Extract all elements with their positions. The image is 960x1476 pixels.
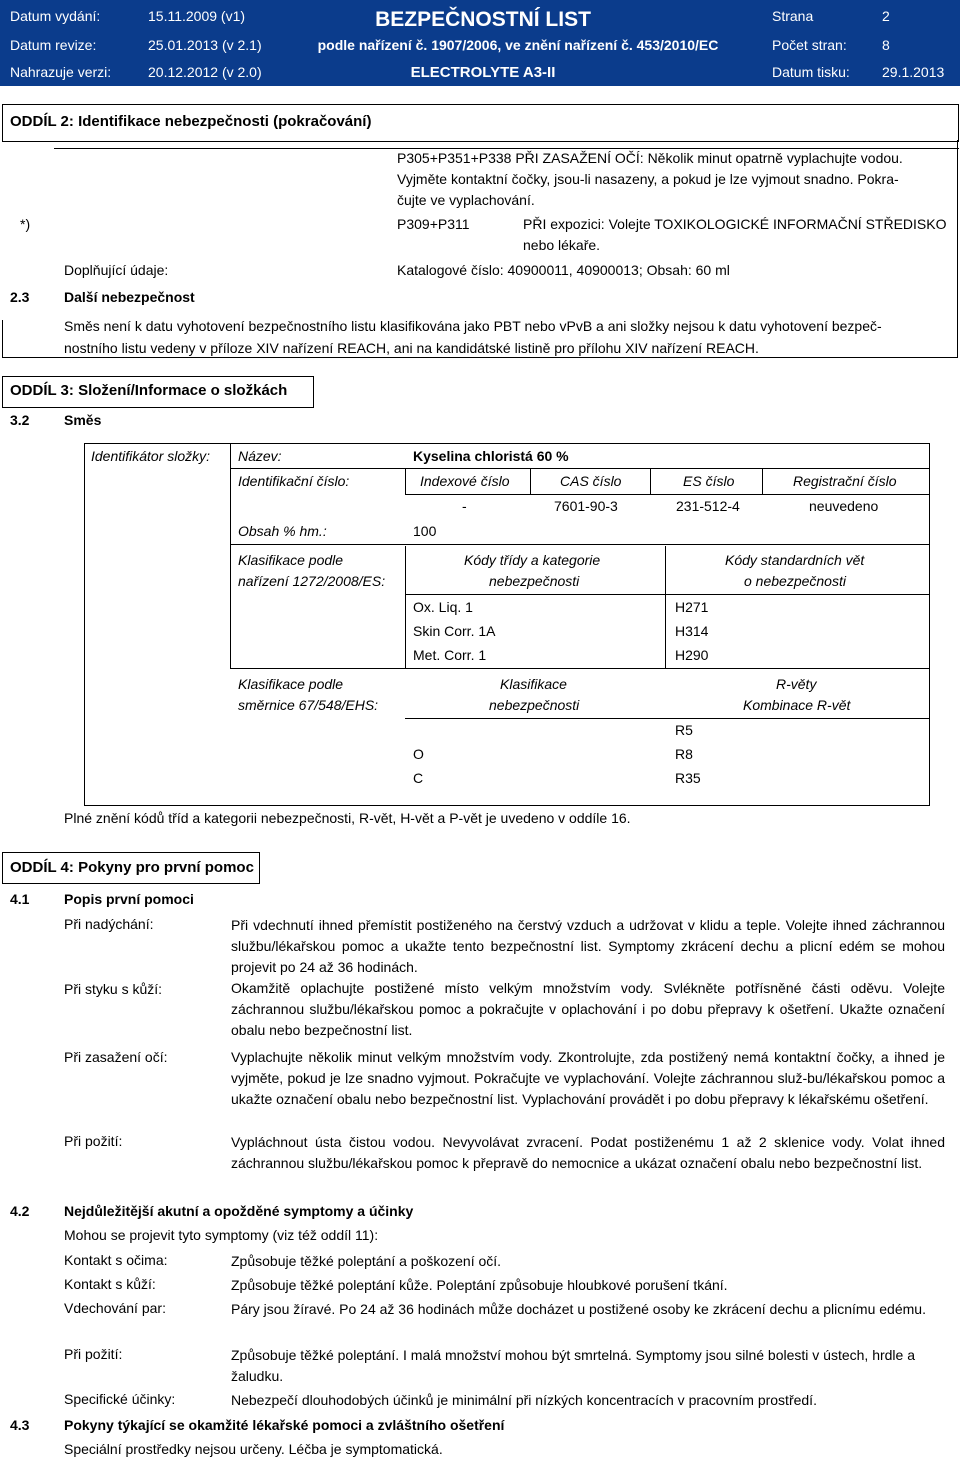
- revision-date-label: Datum revize:: [10, 37, 97, 53]
- component-name-label: Název:: [238, 448, 282, 464]
- section3-title: ODDÍL 3: Složení/Informace o složkách: [10, 382, 288, 399]
- clp-hazard-code: H314: [675, 623, 709, 639]
- p309-line1: PŘI expozici: Volejte TOXIKOLOGICKÉ INFORMAČNÍ STŘEDISKO: [523, 216, 947, 232]
- issue-date-value: 15.11.2009 (v1): [148, 8, 246, 24]
- clp-hazard-code: H290: [675, 647, 709, 663]
- col-cas-number: CAS číslo: [560, 473, 622, 489]
- s42-intro: Mohou se projevit tyto symptomy (viz též oddíl 11):: [64, 1227, 379, 1243]
- p305-line2: Vyjměte kontaktní čočky, jsou-li nasazeny, a pokud je lze vyjmout snadno. Pokra-: [397, 171, 899, 187]
- ingestion-text: Vypláchnout ústa čistou vodou. Nevyvolávat zvracení. Podat postiženému 1 až 2 sklenice vody. Volat ihned záchrannou službu/lékařskou pomoc k přepravě do nemocnice a ukázat označení obalu nebo bezpečnostní list.: [231, 1134, 945, 1171]
- s41-number: 4.1: [10, 891, 30, 907]
- revision-date-value: 25.01.2013 (v 2.1): [148, 37, 262, 53]
- s42-number: 4.2: [10, 1203, 30, 1219]
- symptom-text: Nebezpečí dlouhodobých účinků je minimální při nízkých koncentracích v pracovním prostředí.: [231, 1392, 817, 1408]
- s32-title: Směs: [64, 412, 102, 428]
- print-date-label: Datum tisku:: [772, 64, 850, 80]
- clp-label-line1: Klasifikace podle: [238, 552, 344, 568]
- p305-line3: čujte ve vyplachování.: [397, 192, 535, 208]
- s41-title: Popis první pomoci: [64, 891, 194, 907]
- clp-bottom-rule: [230, 668, 929, 669]
- clp-category: Skin Corr. 1A: [413, 623, 496, 639]
- index-number-value: -: [462, 498, 467, 514]
- dsd-rphrase-header-1: R-věty: [776, 676, 817, 692]
- document-subtitle: podle nařízení č. 1907/2006, ve znění nařízení č. 453/2010/EC: [317, 37, 719, 53]
- dsd-label-line2: směrnice 67/548/EHS:: [238, 697, 379, 713]
- symptom-label: Specifické účinky:: [64, 1391, 176, 1407]
- s23-number: 2.3: [10, 289, 30, 305]
- dsd-classification-header-1: Klasifikace: [500, 676, 567, 692]
- p309-line2: nebo lékaře.: [523, 237, 601, 253]
- section2-title: ODDÍL 2: Identifikace nebezpečnosti (pokračování): [10, 113, 372, 130]
- clp-col-rule-1: [405, 546, 406, 668]
- issue-date-label: Datum vydání:: [10, 8, 101, 24]
- symptom-label: Kontakt s očima:: [64, 1252, 168, 1268]
- s43-title: Pokyny týkající se okamžité lékařské pomoci a zvláštního ošetření: [64, 1417, 505, 1433]
- revision-marker: *): [20, 216, 31, 232]
- col-registration-number: Registrační číslo: [793, 473, 897, 489]
- registration-number-value: neuvedeno: [809, 498, 879, 514]
- symptom-text: Způsobuje těžké poleptání. I malá množství mohou být smrtelná. Symptomy jsou silné bolesti v ústech, hrdle a žaludku.: [231, 1347, 915, 1384]
- id-col-rule-3: [650, 468, 651, 494]
- identification-number-label: Identifikační číslo:: [238, 473, 350, 489]
- s23-line2: nostního listu vedeny v příloze XIV nařízení REACH, ani na kandidátské listině pro přílohu XIV nařízení REACH.: [64, 340, 759, 356]
- dsd-rphrase-header-2: Kombinace R-vět: [743, 697, 851, 713]
- dsd-classification: C: [413, 770, 424, 786]
- component-identifier-label: Identifikátor složky:: [91, 448, 211, 464]
- content-rule: [230, 544, 929, 545]
- replaces-version-label: Nahrazuje verzi:: [10, 64, 112, 80]
- supplementary-value: Katalogové číslo: 40900011, 40900013; Obsah: 60 ml: [397, 262, 730, 278]
- print-date-value: 29.1.2013: [882, 64, 945, 80]
- table-bottom-rule: [84, 805, 930, 806]
- skin-contact-text: Okamžitě oplachujte postižené místo velkým množstvím vody. Svlékněte potřísněné části oděvu. Volejte záchrannou službu/lékařskou pomoc a pokračujte v oplachování i po dobu přepravy k ošetření. Ukažte označení obalu nebo bezpečnostní list.: [231, 980, 945, 1038]
- table-row-rule: [230, 468, 929, 469]
- s23-title: Další nebezpečnost: [64, 289, 195, 305]
- dsd-header-rule: [405, 718, 929, 719]
- eye-contact-label: Při zasažení očí:: [64, 1049, 168, 1065]
- content-label: Obsah % hm.:: [238, 523, 327, 539]
- content-value: 100: [413, 523, 437, 539]
- section4-title: ODDÍL 4: Pokyny pro první pomoc: [10, 859, 254, 876]
- inhalation-text: Při vdechnutí ihned přemístit postiženého na čerstvý vzduch a udržovat v klidu a teple. Volejte ihned záchrannou službu/lékařskou pomoc a ukažte tento bezpečnostní list. Symptomy zkrácení dechu a plicní edém se mohou projevit po 24 až 36 hodinách.: [231, 917, 945, 975]
- dsd-rphrase: R8: [675, 746, 693, 762]
- id-col-rule-2: [530, 468, 531, 494]
- id-col-rule-4: [762, 468, 763, 494]
- clp-header-rule: [405, 594, 929, 595]
- section2-top-rule: [54, 148, 959, 149]
- symptom-label: Kontakt s kůží:: [64, 1276, 156, 1292]
- p309-code: P309+P311: [397, 216, 470, 232]
- symptom-text: Způsobuje těžké poleptání a poškození očí.: [231, 1253, 502, 1269]
- col-index-number: Indexové číslo: [420, 473, 510, 489]
- s23-line1: Směs není k datu vyhotovení bezpečnostního listu klasifikována jako PBT nebo vPvB a ani složky nejsou k datu vyhotovení bezpeč-: [64, 318, 882, 334]
- es-number-value: 231-512-4: [676, 498, 740, 514]
- col-es-number: ES číslo: [683, 473, 735, 489]
- p305-line1: P305+P351+P338 PŘI ZASAŽENÍ OČÍ: Několik minut opatrně vyplachujte vodou.: [397, 150, 903, 166]
- table-right-rule: [929, 443, 930, 805]
- dsd-label-line1: Klasifikace podle: [238, 676, 344, 692]
- section3-footnote: Plné znění kódů tříd a kategorii nebezpečnosti, R-vět, H-vět a P-vět je uvedeno v oddíle 16.: [64, 810, 631, 826]
- symptom-label: Při požití:: [64, 1346, 123, 1362]
- clp-category-header-2: nebezpečnosti: [489, 573, 580, 589]
- dsd-classification-header-2: nebezpečnosti: [489, 697, 580, 713]
- component-name-value: Kyselina chloristá 60 %: [413, 448, 569, 464]
- clp-category-header-1: Kódy třídy a kategorie: [464, 552, 601, 568]
- symptom-text: Páry jsou žíravé. Po 24 až 36 hodinách může docházet u postižené osoby ke zkrácení dechu a plicnímu edému.: [231, 1301, 926, 1317]
- page-value: 2: [882, 8, 890, 24]
- replaces-version-value: 20.12.2012 (v 2.0): [148, 64, 262, 80]
- clp-col-rule-2: [665, 546, 666, 668]
- section2-bottom-rule: [2, 357, 958, 358]
- id-col-rule-1: [405, 468, 406, 494]
- clp-category: Met. Corr. 1: [413, 647, 487, 663]
- clp-label-line2: nařízení 1272/2008/ES:: [238, 573, 386, 589]
- page-count-label: Počet stran:: [772, 37, 847, 53]
- s43-text: Speciální prostředky nejsou určeny. Léčba je symptomatická.: [64, 1441, 443, 1457]
- section2-right-rule: [957, 140, 958, 357]
- clp-hazard-header-2: o nebezpečnosti: [744, 573, 846, 589]
- page-count-value: 8: [882, 37, 890, 53]
- table-top-rule: [84, 443, 929, 444]
- dsd-rphrase: R35: [675, 770, 701, 786]
- id-header-rule: [405, 494, 929, 495]
- dsd-rphrase: R5: [675, 722, 693, 738]
- table-inner-rule-2: [230, 546, 231, 668]
- document-title: BEZPEČNOSTNÍ LIST: [375, 8, 591, 31]
- s43-number: 4.3: [10, 1417, 30, 1433]
- supplementary-label: Doplňující údaje:: [64, 262, 169, 278]
- product-name: ELECTROLYTE A3-II: [410, 64, 556, 81]
- ingestion-label: Při požití:: [64, 1133, 123, 1149]
- cas-number-value: 7601-90-3: [554, 498, 618, 514]
- s42-title: Nejdůležitější akutní a opožděné symptomy a účinky: [64, 1203, 414, 1219]
- clp-category: Ox. Liq. 1: [413, 599, 473, 615]
- skin-contact-label: Při styku s kůží:: [64, 981, 163, 997]
- inhalation-label: Při nadýchání:: [64, 916, 154, 932]
- section2-left-rule: [2, 320, 3, 357]
- table-left-rule: [84, 443, 85, 805]
- s32-number: 3.2: [10, 412, 30, 428]
- eye-contact-text: Vyplachujte několik minut velkým množstvím vody. Zkontrolujte, zda postižený nemá kontaktní čočky, a ihned je vyjměte, pokud je lze snadno vyjmout. Pokračujte ve vyplachování. Volejte záchrannou služ-bu/lékařskou pomoc a ukažte označení obalu nebo bezpečnostní list. Vyplachování provádět i po dobu přepravy k lékařskému ošetření.: [231, 1049, 945, 1107]
- symptom-label: Vdechování par:: [64, 1300, 166, 1316]
- dsd-classification: O: [413, 746, 424, 762]
- symptom-text: Způsobuje těžké poleptání kůže. Poleptání způsobuje hloubkové porušení tkání.: [231, 1277, 728, 1293]
- page-label: Strana: [772, 8, 814, 24]
- clp-hazard-header-1: Kódy standardních vět: [725, 552, 865, 568]
- clp-hazard-code: H271: [675, 599, 709, 615]
